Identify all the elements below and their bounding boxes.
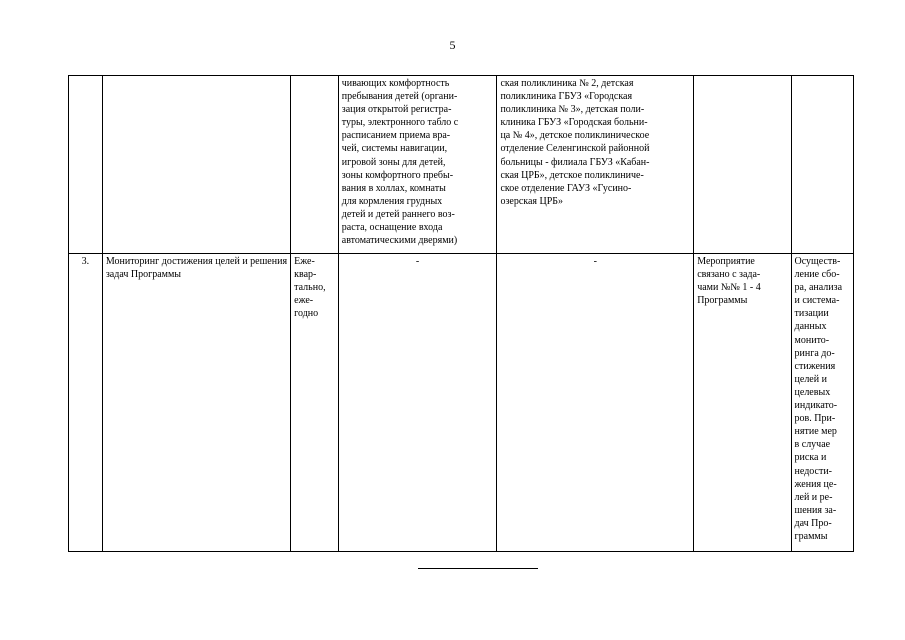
table-row [69,254,854,552]
relation-cell [694,76,791,254]
measure-cell [102,76,290,254]
content-cell: - [338,254,497,552]
result-cell: Осуществ- ление сбо- ра, анализа и система- тизации данных монито- ринга до- стижения целей и целевых индикато- ров. При- нятие мер в случае риска и недости- жения це- лей и ре- шения за- дач Про- граммы [791,254,853,552]
content-cell: чивающих комфортность пребывания детей (органи- зация открытой регистра- туры, электронного табло с расписанием приема вра- чей, системы навигации, игровой зоны для детей, зоны комфортного пребы- вания в холлах, комнаты для кормления грудных детей и детей раннего воз- раста, оснащение входа автоматическими дверями) [338,76,497,254]
row-number-cell [69,76,103,254]
footer-divider [418,568,538,569]
page-number: 5 [449,38,456,52]
measure-cell: Мониторинг достижения целей и решения задач Программы [102,254,290,552]
result-cell [791,76,853,254]
executors-cell: - [497,254,694,552]
program-measures-table [68,75,854,552]
relation-cell: Мероприятие связано с зада- чами №№ 1 - 4 Программы [694,254,791,552]
period-cell [291,76,339,254]
row-number-cell: 3. [69,254,103,552]
period-cell: Еже- квар- тально, еже- годно [291,254,339,552]
table-row [69,76,854,254]
executors-cell: ская поликлиника № 2, детская поликлиника ГБУЗ «Городская поликлиника № 3», детская поли- клиника ГБУЗ «Городская больни- ца № 4», детское поликлиническое отделение Селенгинской районной больницы - филиала ГБУЗ «Кабан- ская ЦРБ», детское поликлиниче- ское отделение ГАУЗ «Гусино- озерская ЦРБ» [497,76,694,254]
